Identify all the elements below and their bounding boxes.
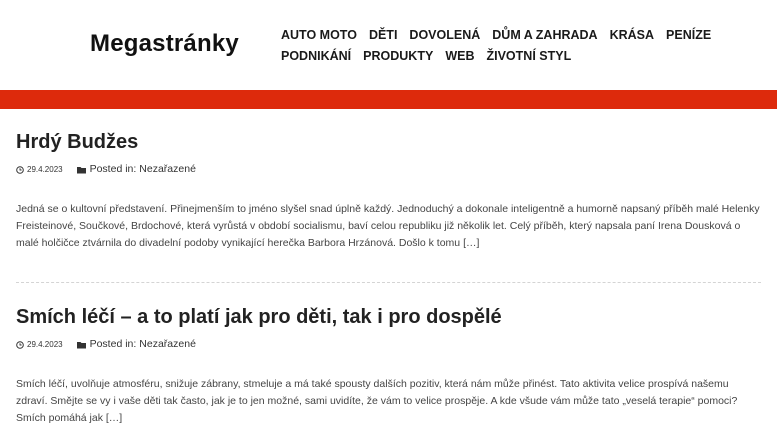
nav-row	[281, 24, 712, 45]
post-category-link[interactable]: Nezařazené	[139, 338, 196, 350]
nav-item-zivotni-styl[interactable]: ŽIVOTNÍ STYL	[486, 48, 572, 63]
nav-item-dovolena[interactable]: DOVOLENÁ	[409, 27, 481, 42]
post-meta	[16, 163, 761, 175]
post-excerpt-text: Jedná se o kultovní představení. Přinejmenším to jméno slyšel snad úplně každý. Jednoduchý a dokonale inteligentně a humorně napsaný příběh malé Helenky Freisteinové, Součkové, Brdochové, která vyrůstá v období socialismu, baví celou republiku již několik let. Celý příběh, který napsala paní Irena Dousková o malé holčičce ztvárnila do divadelní podoby vynikající herečka Barbora Hrzánová. Došlo k tomu	[16, 203, 760, 249]
post-date: 29.4.2023	[27, 164, 63, 174]
nav-item-podnikani[interactable]: PODNIKÁNÍ	[281, 48, 352, 63]
nav-item-web[interactable]: WEB	[445, 48, 475, 63]
clock-icon	[16, 340, 24, 348]
clock-icon	[16, 165, 24, 173]
site-logo[interactable]: Megastránky	[90, 30, 239, 57]
folder-icon	[77, 340, 87, 348]
post-excerpt	[16, 376, 761, 423]
nav-item-dum-a-zahrada[interactable]: DŮM A ZAHRADA	[492, 27, 598, 42]
post	[16, 306, 761, 423]
nav-item-auto-moto[interactable]: AUTO MOTO	[281, 27, 357, 42]
post-title[interactable]: Smích léčí – a to platí jak pro děti, tak i pro dospělé	[16, 306, 502, 328]
post-title[interactable]: Hrdý Budžes	[16, 131, 139, 153]
main-nav	[281, 24, 712, 66]
post-meta	[16, 338, 761, 350]
post-category-link[interactable]: Nezařazené	[139, 163, 196, 175]
post-excerpt	[16, 201, 761, 252]
nav-item-produkty[interactable]: PRODUKTY	[363, 48, 434, 63]
post	[16, 131, 761, 252]
nav-item-krasa[interactable]: KRÁSA	[609, 27, 655, 42]
post-divider	[16, 282, 761, 283]
read-more-link[interactable]: […]	[105, 412, 123, 423]
nav-item-deti[interactable]: DĚTI	[368, 27, 398, 42]
posted-in-label: Posted in:	[89, 163, 137, 175]
read-more-link[interactable]: […]	[463, 237, 480, 249]
folder-icon	[77, 165, 87, 173]
accent-bar	[0, 90, 777, 109]
site-header	[0, 0, 777, 90]
post-date: 29.4.2023	[27, 339, 63, 349]
nav-row	[281, 45, 661, 66]
nav-item-penize[interactable]: PENÍZE	[666, 27, 712, 42]
post-excerpt-text: Smích léčí, uvolňuje atmosféru, snižuje zábrany, stmeluje a má také spousty dalších pozitiv, která nám může přinést. Tato aktivita velice prospívá našemu zdraví. Smějte se vy i vaše děti tak často, jak je to jen možné, sami uvidíte, že vám to velice prospěje. A kde všude vám může tato „veselá terapie“ pomoci? Smích pomáhá jak	[16, 378, 738, 423]
posted-in-label: Posted in:	[89, 338, 137, 350]
